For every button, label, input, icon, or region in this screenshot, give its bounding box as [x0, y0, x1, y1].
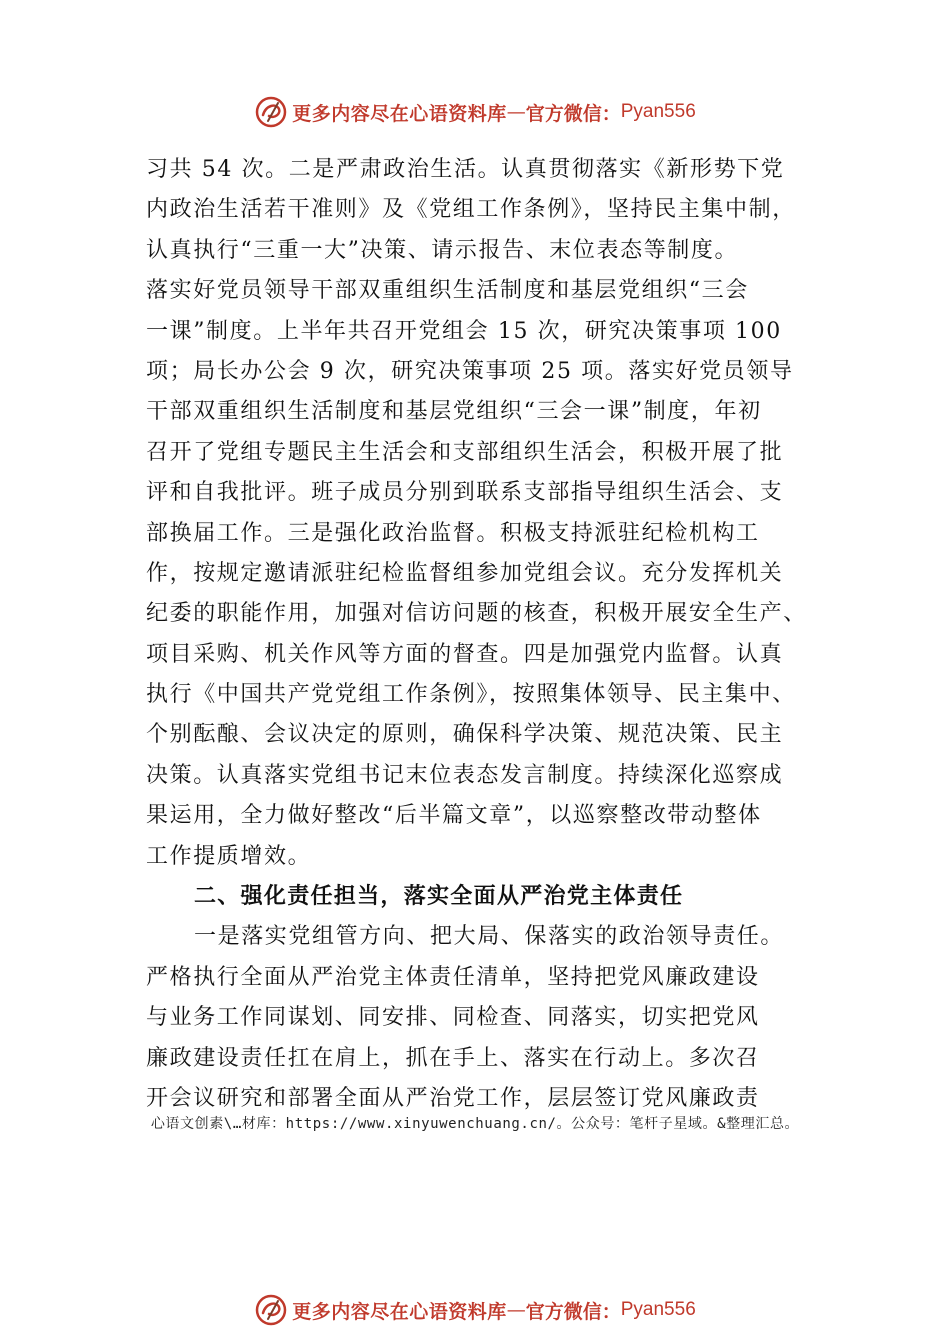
paragraph-line: 一课”制度。上半年共召开党组会 15 次，研究决策事项 100: [146, 318, 782, 344]
banner-dash: —: [506, 101, 526, 123]
swirl-logo-icon: [254, 1293, 288, 1327]
section-heading: 二、强化责任担当，落实全面从严治党主体责任: [194, 884, 684, 910]
paragraph-line: 廉政建设责任扛在肩上，抓在手上、落实在行动上。多次召: [146, 1045, 760, 1071]
header-banner: [0, 92, 950, 132]
paragraph-line: 开会议研究和部署全面从严治党工作，层层签订党风廉政责: [146, 1085, 760, 1111]
banner-wechat-id: Pyan556: [620, 101, 696, 122]
paragraph-line: 个别酝酿、会议决定的原则，确保科学决策、规范决策、民主: [146, 722, 784, 748]
paragraph-line: 评和自我批评。班子成员分别到联系支部指导组织生活会、支: [146, 480, 784, 506]
paragraph-line: 果运用，全力做好整改“后半篇文章”，以巡察整改带动整体: [146, 803, 762, 829]
paragraph-line: 落实好党员领导干部双重组织生活制度和基层党组织“三会: [146, 278, 749, 304]
banner-wechat-label: 官方微信：: [525, 102, 621, 125]
paragraph-line: 与业务工作同谋划、同安排、同检查、同落实，切实把党风: [146, 1005, 760, 1031]
document-body: [146, 150, 826, 1119]
paragraph-line: 决策。认真落实党组书记末位表态发言制度。持续深化巡察成: [146, 762, 784, 788]
banner-title: 更多内容尽在心语资料库: [292, 1300, 507, 1323]
banner-dash: —: [506, 1299, 526, 1321]
paragraph-line: 纪委的职能作用，加强对信访问题的核查，积极开展安全生产、: [146, 601, 807, 627]
paragraph-line: 一是落实党组管方向、把大局、保落实的政治领导责任。: [194, 924, 785, 950]
paragraph-line: 严格执行全面从严治党主体责任清单，坚持把党风廉政建设: [146, 964, 760, 990]
footer-note: 心语文创素\…材库：https://www.xinyuwenchuang.cn/。公众号：笔杆子星域。&整理汇总。: [150, 1116, 800, 1132]
footer-banner: [0, 1290, 950, 1330]
paragraph-line: 召开了党组专题民主生活会和支部组织生活会，积极开展了批: [146, 439, 784, 465]
paragraph-line: 干部双重组织生活制度和基层党组织“三会一课”制度，年初: [146, 399, 762, 425]
banner-wechat-id: Pyan556: [620, 1299, 696, 1320]
paragraph-line: 认真执行“三重一大”决策、请示报告、末位表态等制度。: [146, 237, 739, 263]
paragraph-line: 工作提质增效。: [146, 843, 312, 869]
paragraph-line: 项；局长办公会 9 次，研究决策事项 25 项。落实好党员领导: [146, 358, 794, 384]
paragraph-line: 内政治生活若干准则》及《党组工作条例》，坚持民主集中制，: [146, 197, 796, 223]
paragraph-line: 部换届工作。三是强化政治监督。积极支持派驻纪检机构工: [146, 520, 760, 546]
paragraph-line: 执行《中国共产党党组工作条例》，按照集体领导、民主集中、: [146, 682, 796, 708]
paragraph-line: 习共 54 次。二是严肃政治生活。认真贯彻落实《新形势下党: [146, 157, 785, 182]
paragraph-line: 项目采购、机关作风等方面的督查。四是加强党内监督。认真: [146, 641, 784, 667]
paragraph-line: 作，按规定邀请派驻纪检监督组参加党组会议。充分发挥机关: [146, 560, 784, 586]
swirl-logo-icon: [254, 95, 288, 129]
banner-title: 更多内容尽在心语资料库: [292, 102, 507, 125]
banner-wechat-label: 官方微信：: [525, 1300, 621, 1323]
